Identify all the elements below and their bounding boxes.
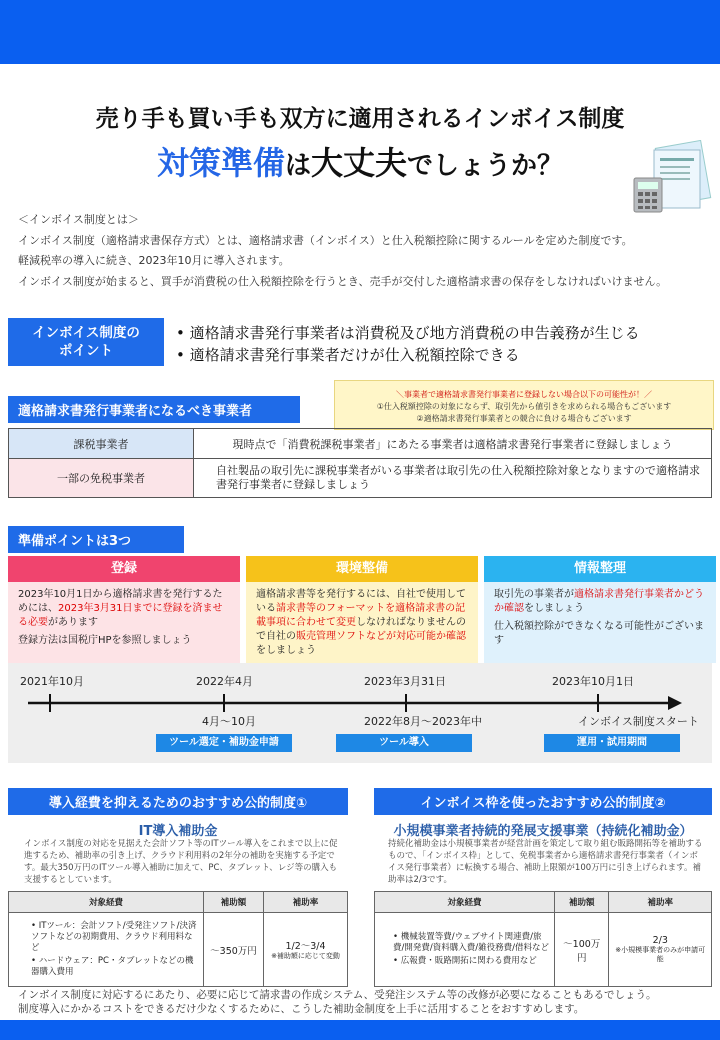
table-row — [375, 913, 712, 987]
warning-callout — [334, 380, 714, 430]
subsidy1-title: IT導入補助金 — [138, 824, 218, 839]
rate-note: ※補助額に応じて変動 — [271, 952, 340, 960]
sub-title — [80, 138, 640, 184]
table-row — [9, 913, 348, 987]
intro-line: インボイス制度が始まると、買手が消費税の仕入税額控除を行うとき、売手が交付した適格請求書の保存をしなければいけません。 — [18, 274, 668, 288]
prep-emph: 販売管理ソフトなどが対応可能か確認 — [296, 631, 466, 642]
table-row — [9, 459, 712, 498]
footer-note — [18, 988, 708, 1016]
subsidy1-heading: 導入経費を抑えるためのおすすめ公的制度① — [8, 788, 348, 815]
row-desc: 自社製品の取引先に課税事業者がいる事業者は取引先の仕入税額控除対象となりますので適格請求書発行事業者に登録しましょう — [194, 459, 712, 498]
title-part-b: 大丈夫 — [311, 144, 408, 182]
point-item: • 適格請求書発行事業者だけが仕入税額控除できる — [176, 346, 520, 364]
table-row — [9, 429, 712, 459]
prep-box-title: 環境整備 — [246, 556, 478, 582]
subsidy2-desc: 持続化補助金は小規模事業者が経営計画を策定して取り組む販路開拓等を補助するもので、「インボイス枠」として、免税事業者から適格請求書発行事業者（インボイス発行事業者）に転換する場合、補助上限額が100万円に引き上げられます。補助率は2/3です。 — [388, 839, 703, 885]
row-desc: 現時点で「消費税課税事業者」にあたる事業者は適格請求書発行事業者に登録しましょう — [194, 429, 712, 459]
cell-amount: ～100万円 — [555, 913, 609, 987]
intro-heading: ＜インボイス制度とは＞ — [18, 213, 139, 226]
invoice-calculator-icon — [630, 140, 712, 216]
th: 対象経費 — [375, 892, 555, 913]
rate-value: 1/2～3/4 — [285, 941, 326, 952]
callout-line: ①仕入税額控除の対象にならず、取引先から値引きを求められる場合もございます — [376, 402, 672, 411]
points-label-line: ポイント — [59, 343, 113, 359]
timeline-tag: 運用・試用期間 — [544, 734, 680, 752]
footer-line: インボイス制度に対応するにあたり、必要に応じて請求書の作成システム、受発注システム等の改修が必要になることもあるでしょう。 — [18, 989, 657, 1001]
th: 補助額 — [204, 892, 264, 913]
prep-text: をしましょう — [524, 603, 584, 614]
row-label: 課税事業者 — [9, 429, 194, 459]
timeline-date: 2023年3月31日 — [364, 675, 446, 688]
th: 補助額 — [555, 892, 609, 913]
intro-line: 軽減税率の導入に続き、2023年10月に導入されます。 — [18, 254, 290, 267]
prep-text: 2023年10月1日から適格請求書を発行するためには、 — [18, 589, 223, 614]
prep-box-information — [484, 556, 716, 663]
subsidy1-desc: インボイス制度の対応を見据えた会計ソフト等のITツール導入をこれまで以上に促進するため、補助率の引き上げ、クラウド利用料の2年分の補助を実施する予定です。最大350万円のITツール導入補助に加えて、PC、タブレット、レジ等の購入も支援するとしています。 — [24, 839, 338, 885]
prep-box-title: 情報整理 — [484, 556, 716, 582]
prep-text: があります — [48, 617, 98, 628]
timeline-period: 4月～10月 — [202, 715, 256, 728]
timeline-tag: ツール導入 — [336, 734, 472, 752]
prep-text: 適格請求書等を発行するには、自社で使用している — [256, 589, 466, 614]
th: 対象経費 — [9, 892, 204, 913]
table-header-row — [375, 892, 712, 913]
point-item: • 適格請求書発行事業者は消費税及び地方消費税の申告義務が生じる — [176, 324, 640, 342]
timeline-period: インボイス制度スタート — [578, 715, 699, 728]
callout-line: ②適格請求書発行事業者との競合に負ける場合もございます — [416, 414, 632, 423]
registrants-table — [8, 428, 712, 498]
subsidy2-heading: インボイス枠を使ったおすすめ公的制度② — [374, 788, 712, 815]
prep-box-environment — [246, 556, 478, 663]
prep-text: しなければなりませんので自社の — [256, 617, 466, 642]
expense-item: ITツール：会計ソフト/受発注ソフト/決済ソフトなどの初期費用、クラウド利用料など — [31, 921, 197, 953]
title-highlight: 対策準備 — [156, 144, 285, 182]
rate-note: ※小規模事業者のみが申請可能 — [615, 946, 706, 963]
points-label-line: インボイス制度の — [32, 325, 140, 341]
subsidy2-title: 小規模事業者持続的発展支援事業（持続化補助金） — [393, 824, 693, 839]
footer-line: 制度導入にかかるコストをできるだけ少なくするために、こうした補助金制度を上手に活用することをおすすめします。 — [18, 1003, 585, 1015]
cell-amount: ～350万円 — [204, 913, 264, 987]
th: 補助率 — [609, 892, 712, 913]
prep-box-title: 登録 — [8, 556, 240, 582]
prep-emph: 2023年3月31日までに登録を済ませる必要 — [18, 603, 223, 628]
title-part-a: は — [284, 151, 311, 181]
points-list — [176, 322, 640, 366]
prep-text: 登録方法は国税庁HPを参照しましょう — [18, 635, 192, 646]
prep-heading: 準備ポイントは3つ — [8, 526, 184, 553]
main-title: 売り手も買い手も双方に適用されるインボイス制度 — [95, 106, 625, 132]
prep-box-body — [484, 582, 716, 654]
bottom-banner — [0, 1020, 720, 1040]
registrants-heading: 適格請求書発行事業者になるべき事業者 — [8, 396, 300, 423]
cell-items: • 機械装置等費/ウェブサイト関連費/旅費/開発費/資料購入費/雑役務費/借料など • 広報費・販路開拓に関わる費用など — [375, 913, 555, 987]
prep-box-body — [8, 582, 240, 654]
intro-line: インボイス制度（適格請求書保存方式）とは、適格請求書（インボイス）と仕入税額控除に関するルールを定めた制度です。 — [18, 233, 633, 247]
expense-item: 広報費・販路開拓に関わる費用など — [400, 956, 537, 966]
table-header-row — [9, 892, 348, 913]
expense-item: 機械装置等費/ウェブサイト関連費/旅費/開発費/資料購入費/雑役務費/借料など — [393, 932, 549, 953]
timeline-period: 2022年8月～2023年中 — [364, 715, 482, 728]
cell-rate — [609, 913, 712, 987]
cell-rate — [264, 913, 348, 987]
callout-title: ＼事業者で適格請求書発行事業者に登録しない場合以下の可能性が！／ — [396, 390, 652, 399]
timeline-date: 2021年10月 — [20, 675, 84, 688]
intro-section — [18, 210, 708, 292]
expense-item: ハードウェア：PC・タブレットなどの機器購入費用 — [31, 956, 194, 977]
subsidy2-table — [374, 891, 712, 987]
prep-emph: 適格請求書発行事業者かどうか確認 — [494, 589, 704, 614]
timeline-date: 2023年10月1日 — [552, 675, 634, 688]
prep-text: をしましょう — [256, 645, 316, 656]
timeline-date: 2022年4月 — [196, 675, 253, 688]
prep-emph: 請求書等のフォーマットを適格請求書の記載事項に合わせて変更 — [256, 603, 466, 628]
prep-box-body — [246, 582, 478, 664]
timeline-tag: ツール選定・補助金申請 — [156, 734, 292, 752]
prep-text: 仕入税額控除ができなくなる可能性がございます — [494, 621, 704, 646]
subsidy1-table — [8, 891, 348, 987]
row-label: 一部の免税事業者 — [9, 459, 194, 498]
rate-value: 2/3 — [652, 935, 668, 946]
cell-items: • ITツール：会計ソフト/受発注ソフト/決済ソフトなどの初期費用、クラウド利用料など • ハードウェア：PC・タブレットなどの機器購入費用 — [9, 913, 204, 987]
prep-box-register — [8, 556, 240, 663]
th: 補助率 — [264, 892, 348, 913]
title-part-c: でしょうか？ — [407, 151, 564, 181]
top-banner — [0, 0, 720, 64]
prep-text: 取引先の事業者が — [494, 589, 574, 600]
points-label — [8, 318, 164, 366]
